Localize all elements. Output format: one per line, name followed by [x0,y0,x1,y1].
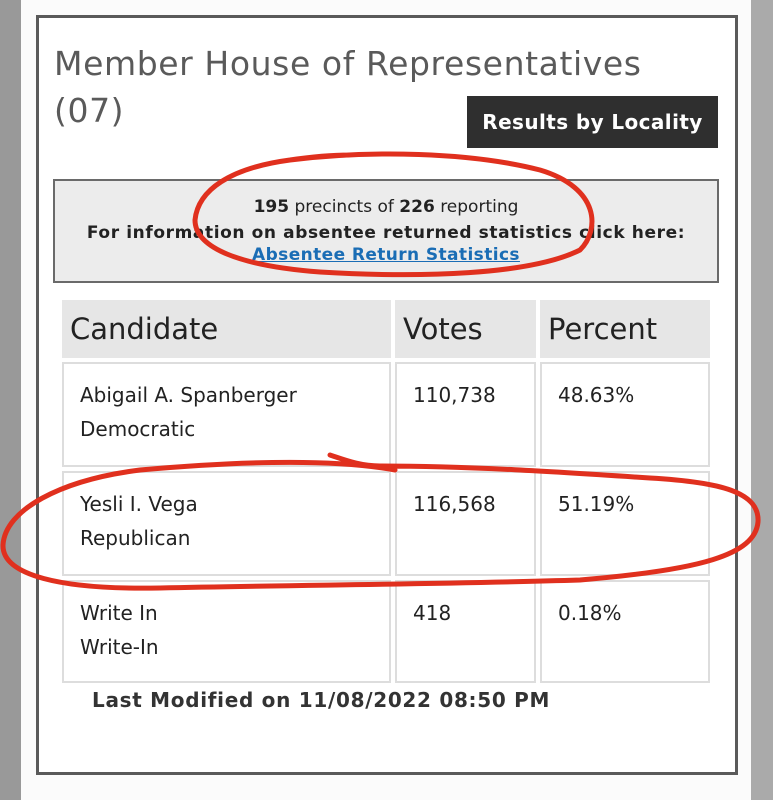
precincts-of-label: precincts of [294,197,394,217]
precincts-total-count: 226 [399,197,435,217]
column-header-candidate: Candidate [62,300,391,358]
last-modified: Last Modified on 11/08/2022 08:50 PM [92,688,551,712]
results-by-locality-button[interactable]: Results by Locality [467,96,718,148]
absentee-info-text: For information on absentee returned statistics click here: [86,223,686,243]
reporting-label: reporting [440,197,519,217]
candidate-name: Abigail A. Spanberger [80,383,297,407]
absentee-return-statistics-link[interactable]: Absentee Return Statistics [252,245,520,265]
column-header-percent: Percent [540,300,710,358]
candidate-name: Yesli I. Vega [80,492,198,516]
precincts-reported-count: 195 [253,197,290,217]
candidate-name: Write In [80,601,158,625]
votes-cell: 418 [395,580,536,683]
page [21,0,751,800]
votes-cell: 116,568 [395,471,536,576]
candidate-party: Write-In [80,635,159,659]
candidate-party: Democratic [80,417,196,441]
votes-cell: 110,738 [395,362,536,467]
results-panel [36,15,738,775]
table-row [62,471,710,576]
column-header-votes: Votes [395,300,536,358]
right-margin [751,0,773,800]
results-table [58,296,714,687]
candidate-cell [62,362,391,467]
candidate-cell [62,471,391,576]
table-row [62,362,710,467]
percent-cell: 48.63% [540,362,710,467]
race-title: Member House of Representatives (07) [54,44,642,130]
reporting-info-box [53,179,719,283]
candidate-cell [62,580,391,683]
results-header-row [62,300,710,358]
percent-cell: 51.19% [540,471,710,576]
candidate-party: Republican [80,526,191,550]
precincts-reporting [55,197,717,217]
table-row [62,580,710,683]
left-margin [0,0,21,800]
percent-cell: 0.18% [540,580,710,683]
